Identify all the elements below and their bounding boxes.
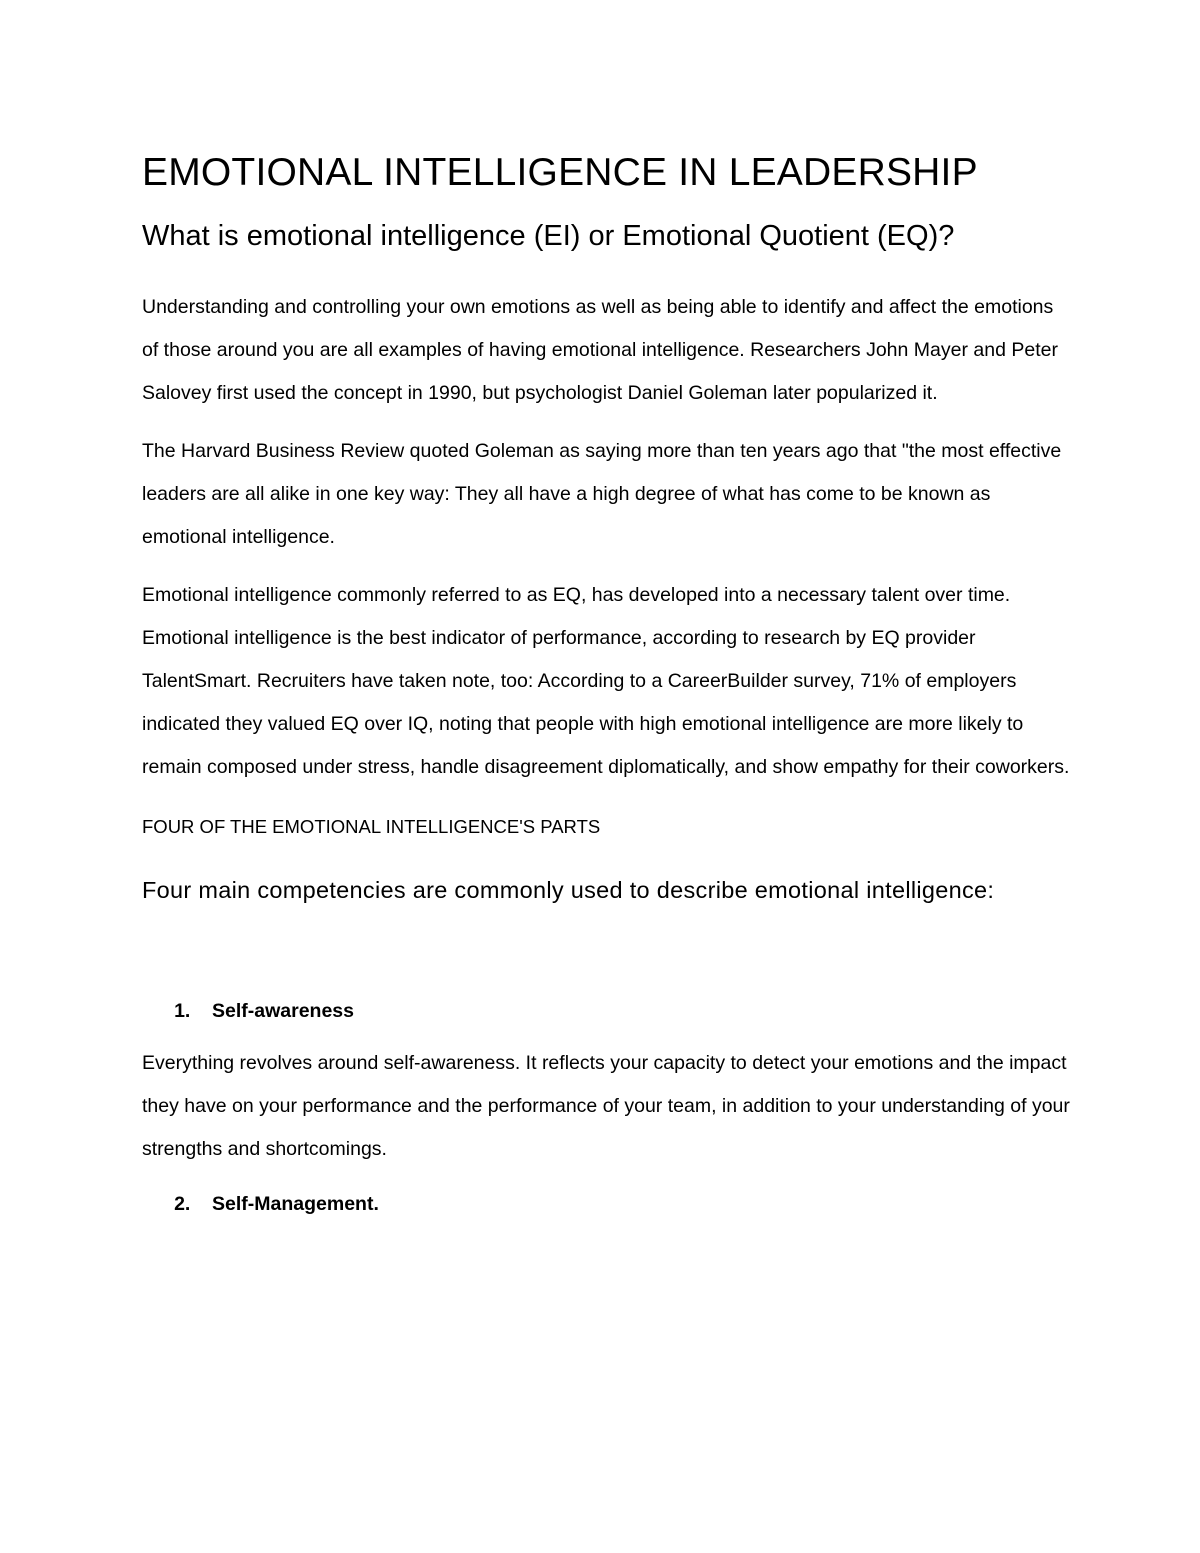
document-subtitle: What is emotional intelligence (EI) or Emotional Quotient (EQ)? — [142, 220, 955, 252]
paragraph-hbr-quote: The Harvard Business Review quoted Goleman as saying more than ten years ago that "the most effective leaders are all alike in one key way: They all have a high degree of what has come to be known as emotional intelligence. — [142, 440, 1062, 548]
list-number: 2. — [174, 1193, 191, 1215]
list-label: Self-Management. — [212, 1193, 379, 1215]
paragraph-self-awareness: Everything revolves around self-awareness. It reflects your capacity to detect your emotions and the impact they have on your performance and the performance of your team, in addition to your understanding of your strengths and shortcomings. — [142, 1052, 1070, 1160]
document-body — [142, 146, 1072, 1219]
list-number: 1. — [174, 1000, 191, 1022]
competencies-intro: Four main competencies are commonly used to describe emotional intelligence: — [142, 877, 995, 903]
paragraph-definition: Understanding and controlling your own emotions as well as being able to identify and affect the emotions of those around you are all examples of having emotional intelligence. Researchers John Mayer and Peter Salovey first used the concept in 1990, but psychologist Daniel Goleman later popularized it. — [142, 296, 1058, 404]
list-item-self-management — [142, 1189, 1072, 1219]
list-item-self-awareness — [142, 996, 1072, 1026]
section-heading: FOUR OF THE EMOTIONAL INTELLIGENCE'S PARTS — [142, 816, 601, 837]
paragraph-eq-talent: Emotional intelligence commonly referred to as EQ, has developed into a necessary talent over time. Emotional intelligence is the best indicator of performance, according to research by EQ provider TalentSmart. Recruiters have taken note, too: According to a CareerBuilder survey, 71% of employers indicated they valued EQ over IQ, noting that people with high emotional intelligence are more likely to remain composed under stress, handle disagreement diplomatically, and show empathy for their coworkers. — [142, 584, 1070, 778]
document-title: EMOTIONAL INTELLIGENCE IN LEADERSHIP — [142, 151, 978, 194]
list-label: Self-awareness — [212, 1000, 354, 1022]
